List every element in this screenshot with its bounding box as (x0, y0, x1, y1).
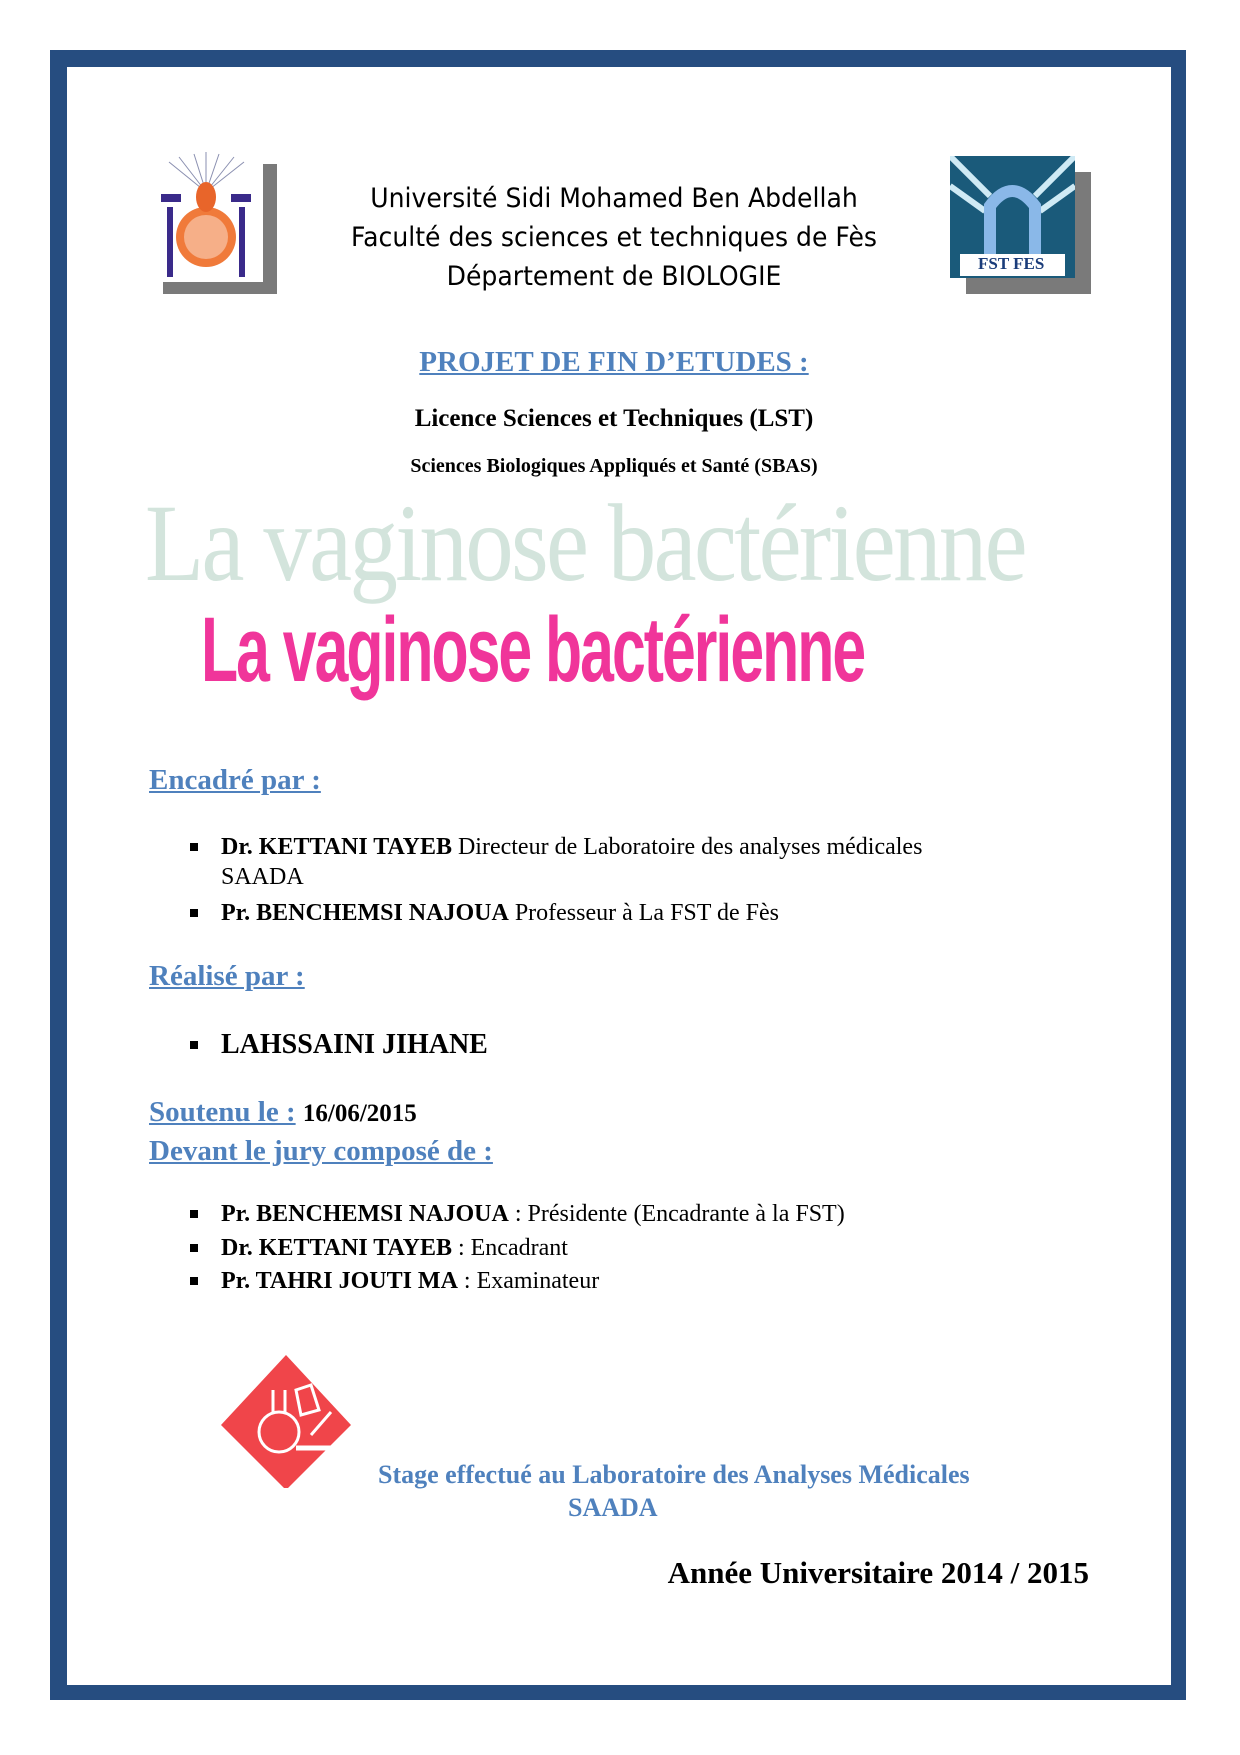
document-title: La vaginose bactérienne (201, 599, 865, 701)
jury-name: Pr. TAHRI JOUTI MA (221, 1268, 458, 1294)
university-logo (149, 152, 263, 282)
department-name: Département de BIOLOGIE (446, 261, 782, 292)
defense-date: 16/06/2015 (302, 1100, 417, 1127)
bullet-icon (190, 1244, 198, 1252)
lab-logo (201, 1340, 376, 1488)
bullet-icon (190, 1041, 198, 1049)
supervisor-name: Pr. BENCHEMSI NAJOUA (221, 900, 509, 926)
fst-fes-logo-text: FST FES (978, 254, 1045, 273)
jury-role: : Examinateur (457, 1268, 600, 1294)
supervisor-role-cont: SAADA (221, 864, 304, 890)
student-name: LAHSSAINI JIHANE (221, 1029, 488, 1060)
faculty-name: Faculté des sciences et techniques de Fès (350, 222, 878, 253)
jury-name: Pr. BENCHEMSI NAJOUA (221, 1201, 509, 1227)
supervisor-role: Professeur à La FST de Fès (508, 900, 779, 926)
supervised-heading: Encadré par : (149, 764, 321, 796)
project-heading: PROJET DE FIN D’ETUDES : (419, 346, 809, 378)
jury-heading: Devant le jury composé de : (149, 1135, 493, 1167)
degree-name: Licence Sciences et Techniques (LST) (414, 405, 814, 432)
fst-fes-logo (950, 156, 1075, 278)
university-name: Université Sidi Mohamed Ben Abdellah (370, 183, 858, 214)
bullet-icon (190, 1277, 198, 1285)
defense-line (149, 1096, 417, 1129)
jury-role: : Encadrant (451, 1235, 568, 1261)
jury-role: : Présidente (Encadrante à la FST) (508, 1201, 845, 1227)
bullet-icon (190, 843, 198, 851)
bullet-icon (190, 1210, 198, 1218)
internship-line: Stage effectué au Laboratoire des Analyses Médicales (378, 1460, 970, 1489)
defense-label: Soutenu le : (149, 1096, 296, 1128)
academic-year: Année Universitaire 2014 / 2015 (667, 1555, 1089, 1590)
jury-name: Dr. KETTANI TAYEB (221, 1235, 452, 1261)
internship-lab-name: SAADA (568, 1493, 658, 1522)
bullet-icon (190, 909, 198, 917)
program-name: Sciences Biologiques Appliqués et Santé (SBAS) (410, 455, 818, 477)
realised-heading: Réalisé par : (149, 960, 305, 992)
supervisor-role: Directeur de Laboratoire des analyses médicales (451, 834, 923, 860)
supervisor-name: Dr. KETTANI TAYEB (221, 834, 452, 860)
title-ghost: La vaginose bactérienne (145, 482, 1025, 604)
